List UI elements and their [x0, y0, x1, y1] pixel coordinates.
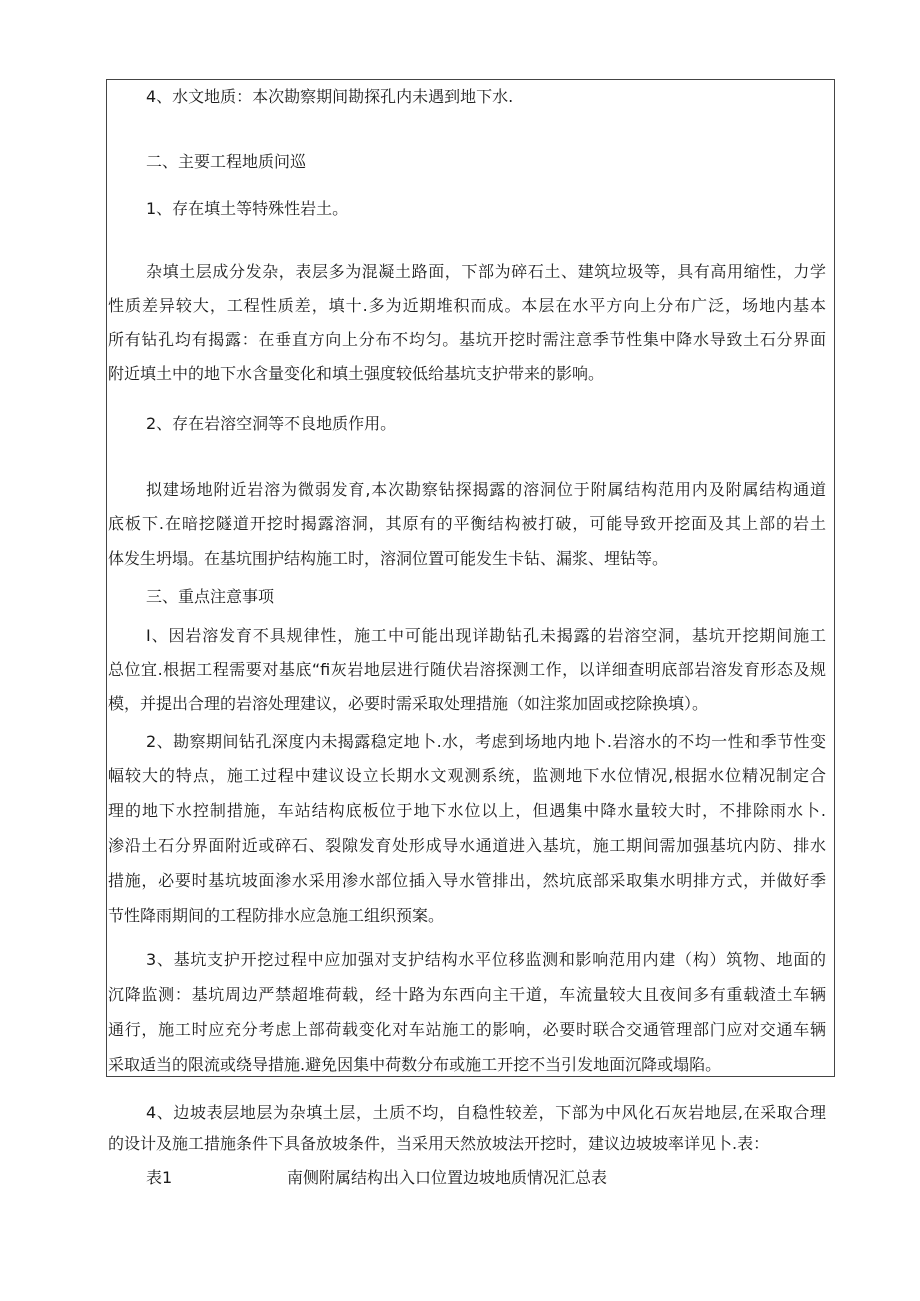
note-2-line-1: 2、勘察期间钻孔深度内未揭露稳定地卜.水，考虑到场地内地卜.岩溶水的不均一性和季节性变 — [146, 732, 826, 751]
hydro-geology-line: 4、水文地质：本次勘察期间勘探孔内未遇到地下水. — [146, 87, 514, 106]
note-3-line-4: 采取适当的限流或绕导措施.避免因集中荷数分布或施工开挖不当引发地面沉降或塌陷。 — [108, 1055, 722, 1074]
karst-line-1: 拟建场地附近岩溶为微弱发育,本次勘察钻探揭露的溶洞位于附属结构范用内及附属结构通道 — [146, 480, 826, 499]
table-number-label: 表1 — [146, 1168, 173, 1187]
item-2-heading: 2、存在岩溶空洞等不良地质作用。 — [146, 414, 397, 433]
note-3-line-3: 通行，施工时应充分考虑上部荷载变化对车站施工的影响，必要时联合交通管理部门应对交通车辆 — [108, 1020, 826, 1039]
text-box-frame — [106, 79, 835, 1077]
section-heading-2: 二、主要工程地质问巡 — [146, 152, 307, 171]
note-3-line-2: 沉降监测：基坑周边严禁超堆荷载，经十路为东西向主干道，车流量较大且夜间多有重载渣土车辆 — [108, 985, 826, 1004]
karst-line-2: 底板下.在暗挖隧道开挖时揭露溶洞，其原有的平衡结构被打破，可能导致开挖面及其上部的岩土 — [108, 514, 826, 533]
item-1-heading: 1、存在填土等特殊性岩土。 — [146, 199, 349, 218]
slope-line-1: 4、边坡表层地层为杂填土层，土质不均，自稳性较差，下部为中风化石灰岩地层,在采取合理 — [146, 1103, 826, 1122]
fill-soil-line-2: 性质差异较大，工程性质差，填十.多为近期堆积而成。本层在水平方向上分布广泛，场地内基本 — [108, 296, 826, 315]
karst-line-3: 体发生坍塌。在基坑围护结构施工时，溶洞位置可能发生卡钻、漏浆、埋钻等。 — [108, 549, 669, 568]
note-2-line-2: 幅较大的特点，施工过程中建议设立长期水文观测系统，监测地下水位情况,根据水位精况制定合 — [108, 766, 826, 785]
note-2-line-4: 渗沿土石分界面附近或碎石、裂隙发育处形成导水通道进入基坑，施工期间需加强基坑内防、排水 — [108, 836, 826, 855]
note-1-line-2: 总位宜.根据工程需要对基底“fi灰岩地层进行随伏岩溶探测工作，以详细查明底部岩溶发育形态及规 — [108, 660, 826, 679]
note-3-line-1: 3、基坑支护开挖过程中应加强对支护结构水平位移监测和影响范用内建（构）筑物、地面的 — [146, 950, 826, 969]
section-heading-3: 三、重点注意事项 — [146, 587, 275, 606]
fill-soil-line-4: 附近填土中的地下水含量变化和填土强度较低给基坑支护带来的影响。 — [108, 364, 605, 383]
fill-soil-line-3: 所有钻孔均有揭露：在垂直方向上分布不均匀。基坑开挖时需注意季节性集中降水导致土石分界面 — [108, 330, 826, 349]
note-2-line-5: 措施，必要时基坑坡面渗水采用渗水部位插入导水管排出，然坑底部采取集水明排方式，并做好季 — [108, 871, 826, 890]
table-title: 南侧附属结构出入口位置边坡地质情况汇总表 — [287, 1168, 608, 1187]
note-1-line-1: I、因岩溶发育不具规律性，施工中可能出现详勘钻孔未揭露的岩溶空洞，基坑开挖期间施工 — [146, 626, 826, 645]
fill-soil-line-1: 杂填土层成分发杂，表层多为混凝土路面，下部为碎石土、建筑垃圾等，具有高用缩性，力学 — [146, 262, 826, 281]
note-2-line-6: 节性降雨期间的工程防排水应急施工组织预案。 — [108, 906, 445, 925]
note-2-line-3: 理的地下水控制措施，车站结构底板位于地下水位以上，但遇集中降水量较大时，不排除雨水卜. — [108, 801, 826, 820]
slope-line-2: 的设计及施工措施条件下具备放坡条件，当采用天然放坡法开挖时，建议边坡坡率详见卜.表： — [108, 1134, 770, 1153]
note-1-line-3: 模，并提出合理的岩溶处理建议，必要时需采取处理措施（如注浆加固或挖除换填）。 — [108, 694, 709, 713]
